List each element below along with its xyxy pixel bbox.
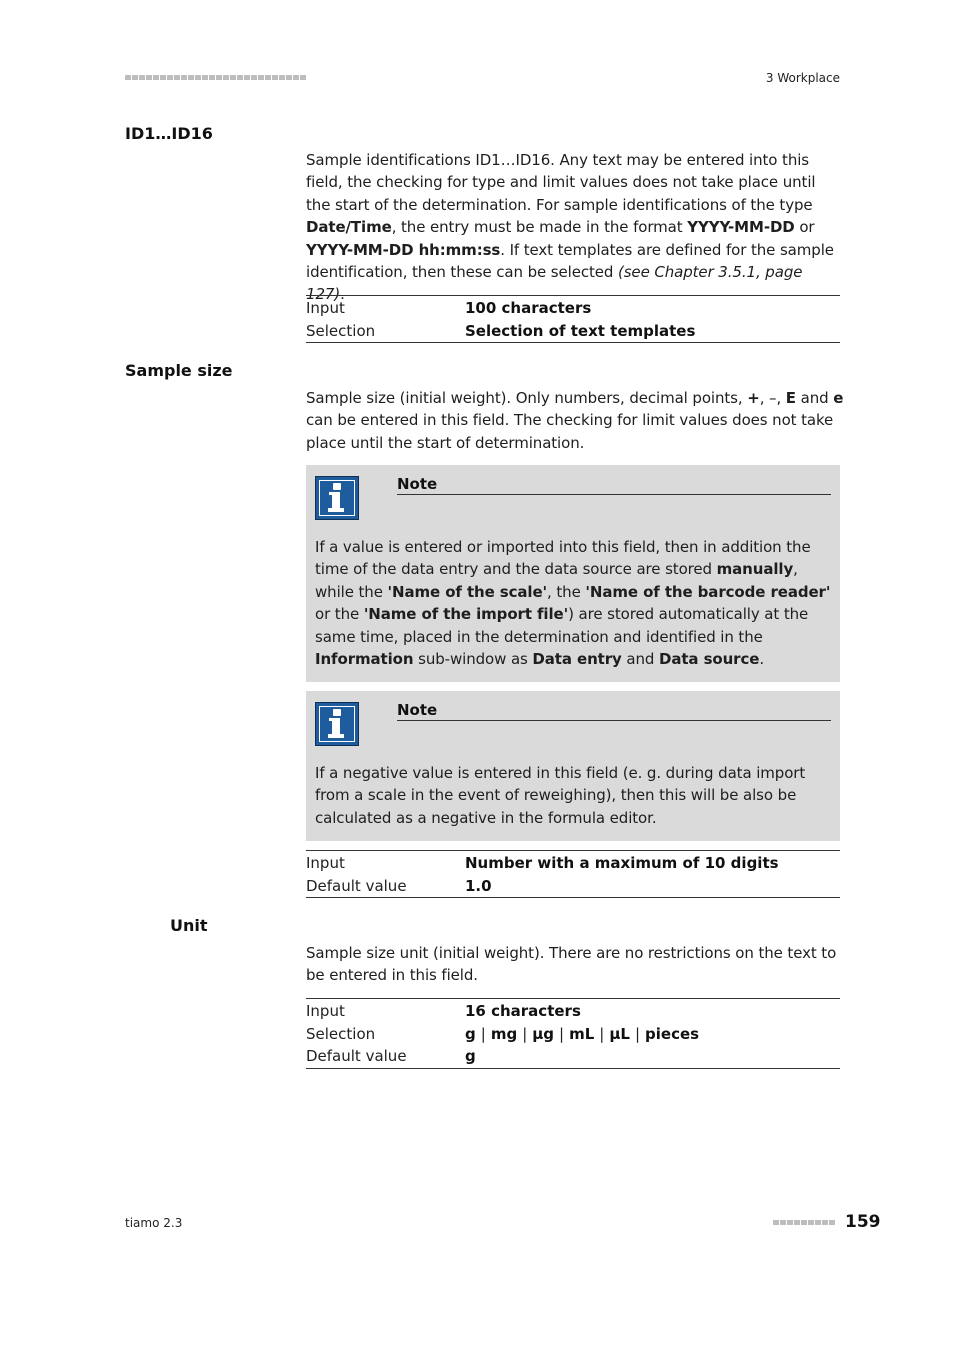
section-id-description: Sample identifications ID1…ID16. Any text may be entered into this field, the checking for type and limit values does not take place until the start of the determination. For sample identifications of the type Date/Time, the entry must be made in the format YYYY-MM-DD or YYYY-MM-DD hh:mm:ss. If text templates are defined for the sample identification, then these can be selected (see Chapter 3.5.1, page 127). <box>306 151 834 304</box>
property-key: Input <box>306 854 345 873</box>
sample-size-property-table <box>306 850 840 898</box>
option-mg: mg <box>490 1024 518 1043</box>
header-chapter: 3 Workplace <box>765 71 840 85</box>
header-decoration <box>125 75 306 80</box>
info-icon <box>315 476 359 520</box>
option-ul: µL <box>609 1024 630 1043</box>
property-key: Input <box>306 1002 345 1021</box>
option-ml: mL <box>569 1024 595 1043</box>
section-sample-size-description: Sample size (initial weight). Only numbers, decimal points, +, –, E and e can be entered in this field. The checking for limit values does not take place until the start of determination. <box>306 389 844 452</box>
section-unit-description: Sample size unit (initial weight). There are no restrictions on the text to be entered in this field. <box>306 944 837 985</box>
property-key: Selection <box>306 321 376 340</box>
property-key: Selection <box>306 1024 376 1043</box>
note-title: Note <box>397 475 831 495</box>
table-row <box>306 1045 840 1068</box>
table-row <box>306 320 840 343</box>
property-key: Input <box>306 299 345 318</box>
property-key: Default value <box>306 1047 407 1066</box>
option-pieces: pieces <box>645 1024 700 1043</box>
property-key: Default value <box>306 876 407 895</box>
id-property-table <box>306 295 840 343</box>
table-row <box>306 875 840 898</box>
property-value: 16 characters <box>465 1002 581 1021</box>
table-row <box>306 1000 840 1023</box>
option-g: g <box>465 1024 476 1043</box>
selection-options: g | mg | µg | mL | µL | pieces <box>465 1024 700 1043</box>
info-icon <box>315 702 359 746</box>
footer-decoration <box>773 1220 835 1225</box>
table-row <box>306 297 840 320</box>
note-text: If a negative value is entered in this field (e. g. during data import from a scale in the event of reweighing), then this will be also be calculated as a negative in the formula editor. <box>315 764 806 827</box>
note-text: If a value is entered or imported into this field, then in addition the time of the data entry and the data source are stored manually, while the 'Name of the scale', the 'Name of the barcode reader' or the 'Name of the import file') are stored automatically at the same time, placed in the determination and identified in the Information sub-window as Data entry and Data source. <box>315 538 831 669</box>
property-value: Number with a maximum of 10 digits <box>465 854 779 873</box>
property-value: Selection of text templates <box>465 321 696 340</box>
table-row <box>306 852 840 875</box>
table-row <box>306 1023 840 1046</box>
property-value: g <box>465 1047 476 1066</box>
note-box <box>306 465 840 682</box>
option-ug: µg <box>532 1024 555 1043</box>
page-number: 159 <box>845 1212 881 1232</box>
section-title-id: ID1…ID16 <box>125 124 213 143</box>
section-title-unit: Unit <box>170 916 208 935</box>
section-title-sample-size: Sample size <box>125 361 233 380</box>
footer-product: tiamo 2.3 <box>125 1216 183 1230</box>
note-title: Note <box>397 701 831 721</box>
property-value: 100 characters <box>465 299 592 318</box>
property-value: 1.0 <box>465 876 492 895</box>
unit-property-table <box>306 998 840 1069</box>
note-box <box>306 691 840 841</box>
